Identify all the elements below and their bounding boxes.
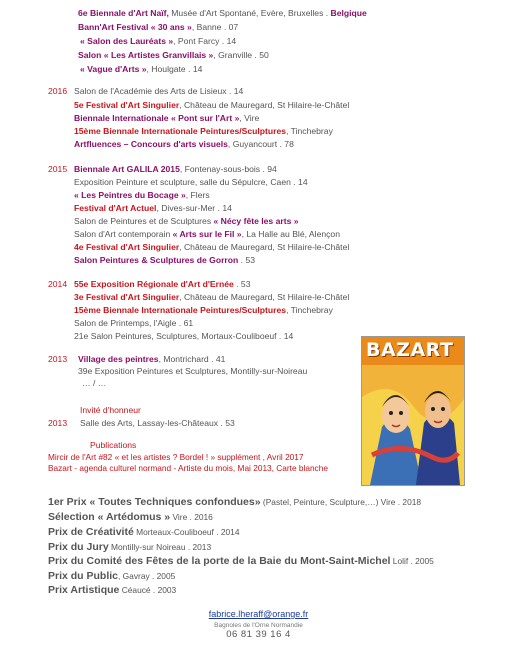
exhibition-line: 15ème Biennale Internationale Peintures/Sculptures, Tinchebray — [74, 305, 333, 315]
year-label: 2015 — [48, 164, 68, 174]
exhibition-line: 55e Exposition Régionale d'Art d'Ernée . 53 — [74, 279, 251, 289]
year-label: 2013 — [48, 354, 68, 364]
exhibition-line: Bann'Art Festival « 30 ans », Banne . 07 — [78, 22, 239, 32]
exhibition-line: Salle des Arts, Lassay-les-Châteaux . 53 — [80, 418, 235, 428]
year-label: 2016 — [48, 86, 68, 96]
phone-number: 06 81 39 16 4 — [226, 629, 291, 640]
address: Bagnoles de l'Orne Normandie — [214, 622, 303, 629]
prize-item: Sélection « Artédomus » Vire . 2016 — [48, 511, 213, 523]
exhibition-line: 6e Biennale d'Art Naïf, Musée d'Art Spontané, Evère, Bruxelles . Belgique — [78, 8, 367, 18]
prize-item: Prix Artistique Céaucé . 2003 — [48, 584, 177, 596]
exhibition-line: Salon Peintures & Sculptures de Gorron . 53 — [74, 255, 256, 265]
exhibition-line: Biennale Art GALILA 2015, Fontenay-sous-bois . 94 — [74, 164, 277, 174]
contact-block — [0, 604, 517, 640]
exhibition-line: 21e Salon Peintures, Sculptures, Mortaux-Couliboeuf . 14 — [74, 331, 294, 341]
section-heading: Invité d'honneur — [80, 405, 141, 415]
exhibition-line: 5e Festival d'Art Singulier, Château de Mauregard, St Hilaire-le-Châtel — [74, 100, 350, 110]
exhibition-line: Village des peintres, Montrichard . 41 — [78, 354, 226, 364]
publication-line: Mircir de l'Art #82 « et les artistes ? Bordel ! » supplément , Avril 2017 — [48, 452, 304, 462]
section-heading: Publications — [90, 440, 137, 450]
year-label: 2013 — [48, 418, 68, 428]
exhibition-line: Festival d'Art Actuel, Dives-sur-Mer . 14 — [74, 203, 232, 213]
exhibition-line: « Salon des Lauréats », Pont Farcy . 14 — [80, 36, 237, 46]
bazart-magazine-cover — [361, 336, 465, 486]
exhibition-line: 15ème Biennale Internationale Peintures/Sculptures, Tinchebray — [74, 126, 333, 136]
prize-item: 1er Prix « Toutes Techniques confondues» (Pastel, Peinture, Sculpture,…) Vire . 2018 — [48, 496, 422, 508]
publication-line: Bazart - agenda culturel normand - Artiste du mois, Mai 2013, Carte blanche — [48, 463, 328, 473]
exhibition-line: Salon de Printemps, l'Aigle . 61 — [74, 318, 194, 328]
year-label: 2014 — [48, 279, 68, 289]
email-link[interactable]: fabrice.lheraff@orange.fr — [208, 609, 309, 619]
cover-title: BAZART — [366, 339, 454, 361]
exhibition-line: Salon d'Art contemporain « Arts sur le Fil », La Halle au Blé, Alençon — [74, 229, 340, 239]
prize-item: Prix du Public, Gavray . 2005 — [48, 570, 176, 582]
exhibition-line: « Vague d'Arts », Houlgate . 14 — [80, 64, 203, 74]
prize-item: Prix du Jury Montilly-sur Noireau . 2013 — [48, 541, 212, 553]
exhibition-line: 4e Festival d'Art Singulier, Château de Mauregard, St Hilaire-le-Châtel — [74, 242, 350, 252]
exhibition-line: Salon de Peintures et de Sculptures « Nécy fête les arts » — [74, 216, 299, 226]
ellipsis: … / … — [82, 378, 107, 388]
prize-item: Prix de Créativité Morteaux-Couliboeuf . 2014 — [48, 526, 240, 538]
exhibition-line: 39e Exposition Peintures et Sculptures, Montilly-sur-Noireau — [78, 366, 308, 376]
exhibition-line: « Les Peintres du Bocage », Flers — [74, 190, 210, 200]
exhibition-line: Salon de l'Académie des Arts de Lisieux . 14 — [74, 86, 244, 96]
exhibition-line: Biennale Internationale « Pont sur l'Art », Vire — [74, 113, 260, 123]
prize-item: Prix du Comité des Fêtes de la porte de la Baie du Mont-Saint-Michel Lolif . 2005 — [48, 555, 434, 567]
exhibition-line: Exposition Peinture et sculpture, salle du Sépulcre, Caen . 14 — [74, 177, 308, 187]
exhibition-line: 3e Festival d'Art Singulier, Château de Mauregard, St Hilaire-le-Châtel — [74, 292, 350, 302]
exhibition-line: Artfluences – Concours d'arts visuels, Guyancourt . 78 — [74, 139, 294, 149]
exhibition-line: Salon « Les Artistes Granvillais », Granville . 50 — [78, 50, 269, 60]
